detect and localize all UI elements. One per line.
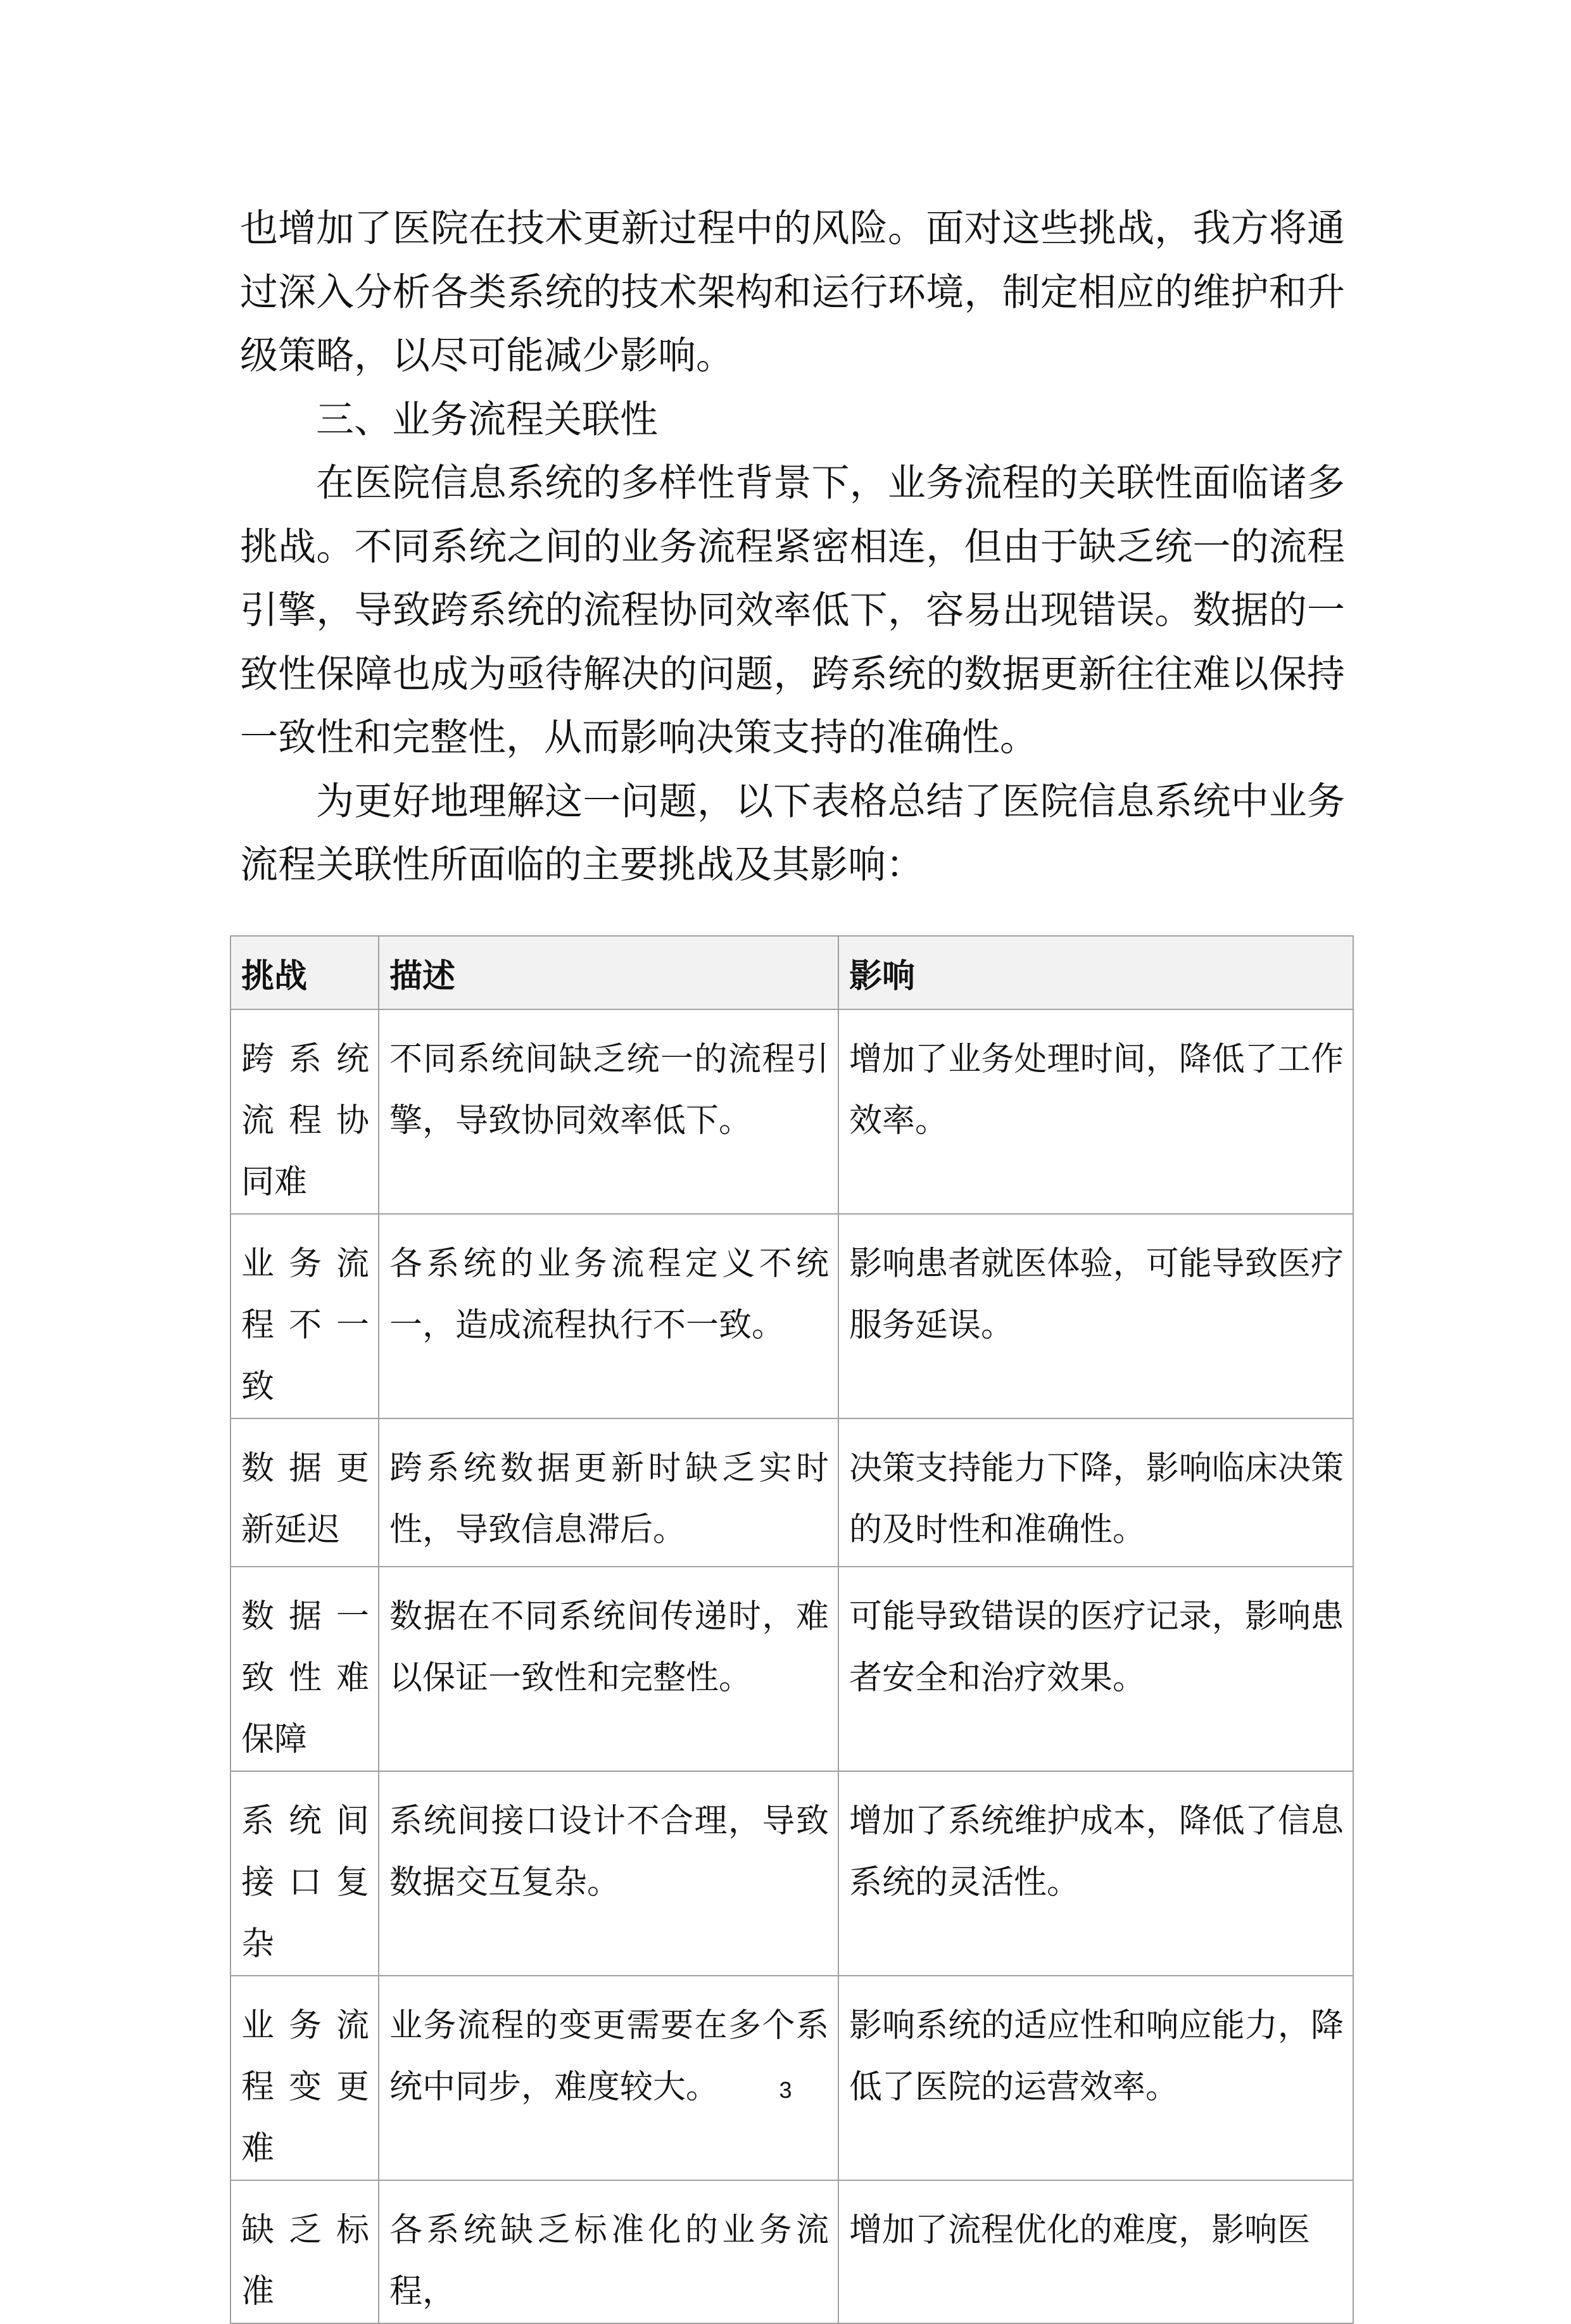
paragraph: 在医院信息系统的多样性背景下，业务流程的关联性面临诸多挑战。不同系统之间的业务流程紧密相连，但由于缺乏统一的流程引擎，导致跨系统的流程协同效率低下，容易出现错误。数据的一致性保障也成为亟待解决的问题，跨系统的数据更新往往难以保持一致性和完整性，从而影响决策支持的准确性。 (240, 461, 1345, 760)
cell-description: 业务流程的变更需要在多个系统中同步，难度较大。 (379, 1976, 838, 2180)
header-impact: 影响 (838, 936, 1353, 1009)
header-description: 描述 (379, 936, 838, 1009)
table-row (230, 1214, 1353, 1418)
page-number: 3 (779, 2077, 792, 2103)
cell-impact: 增加了流程优化的难度，影响医 (838, 2180, 1353, 2323)
cell-description: 不同系统间缺乏统一的流程引擎，导致协同效率低下。 (379, 1009, 838, 1214)
table-row (230, 2180, 1353, 2323)
cell-impact: 增加了系统维护成本，降低了信息系统的灵活性。 (838, 1771, 1353, 1976)
challenges-table (230, 935, 1354, 2324)
paragraph: 为更好地理解这一问题，以下表格总结了医院信息系统中业务流程关联性所面临的主要挑战及其影响： (240, 779, 1345, 887)
table-row (230, 1567, 1353, 1771)
cell-challenge: 跨系统流程协同难 (230, 1009, 379, 1214)
cell-challenge: 业务流程不一致 (230, 1214, 379, 1418)
cell-impact: 决策支持能力下降，影响临床决策的及时性和准确性。 (838, 1418, 1353, 1567)
cell-impact: 影响系统的适应性和响应能力，降低了医院的运营效率。 (838, 1976, 1353, 2180)
paragraph: 也增加了医院在技术更新过程中的风险。面对这些挑战，我方将通过深入分析各类系统的技术架构和运行环境，制定相应的维护和升级策略，以尽可能减少影响。 (240, 206, 1345, 378)
cell-challenge: 数据一致性难保障 (230, 1567, 379, 1771)
cell-impact: 可能导致错误的医疗记录，影响患者安全和治疗效果。 (838, 1567, 1353, 1771)
cell-challenge: 系统间接口复杂 (230, 1771, 379, 1976)
section-heading: 三、业务流程关联性 (316, 397, 658, 442)
table-row (230, 1418, 1353, 1567)
cell-challenge: 业务流程变更难 (230, 1976, 379, 2180)
header-challenge: 挑战 (230, 936, 379, 1009)
table-row (230, 1009, 1353, 1214)
cell-challenge: 数据更新延迟 (230, 1418, 379, 1567)
table-header-row (230, 936, 1353, 1009)
cell-description: 各系统的业务流程定义不统一，造成流程执行不一致。 (379, 1214, 838, 1418)
cell-challenge: 缺乏标准 (230, 2180, 379, 2323)
cell-impact: 影响患者就医体验，可能导致医疗服务延误。 (838, 1214, 1353, 1418)
cell-description: 系统间接口设计不合理，导致数据交互复杂。 (379, 1771, 838, 1976)
table-row (230, 1771, 1353, 1976)
body-text (240, 197, 1345, 897)
cell-impact: 增加了业务处理时间，降低了工作效率。 (838, 1009, 1353, 1214)
cell-description: 各系统缺乏标准化的业务流程， (379, 2180, 838, 2323)
cell-description: 跨系统数据更新时缺乏实时性，导致信息滞后。 (379, 1418, 838, 1567)
cell-description: 数据在不同系统间传递时，难以保证一致性和完整性。 (379, 1567, 838, 1771)
